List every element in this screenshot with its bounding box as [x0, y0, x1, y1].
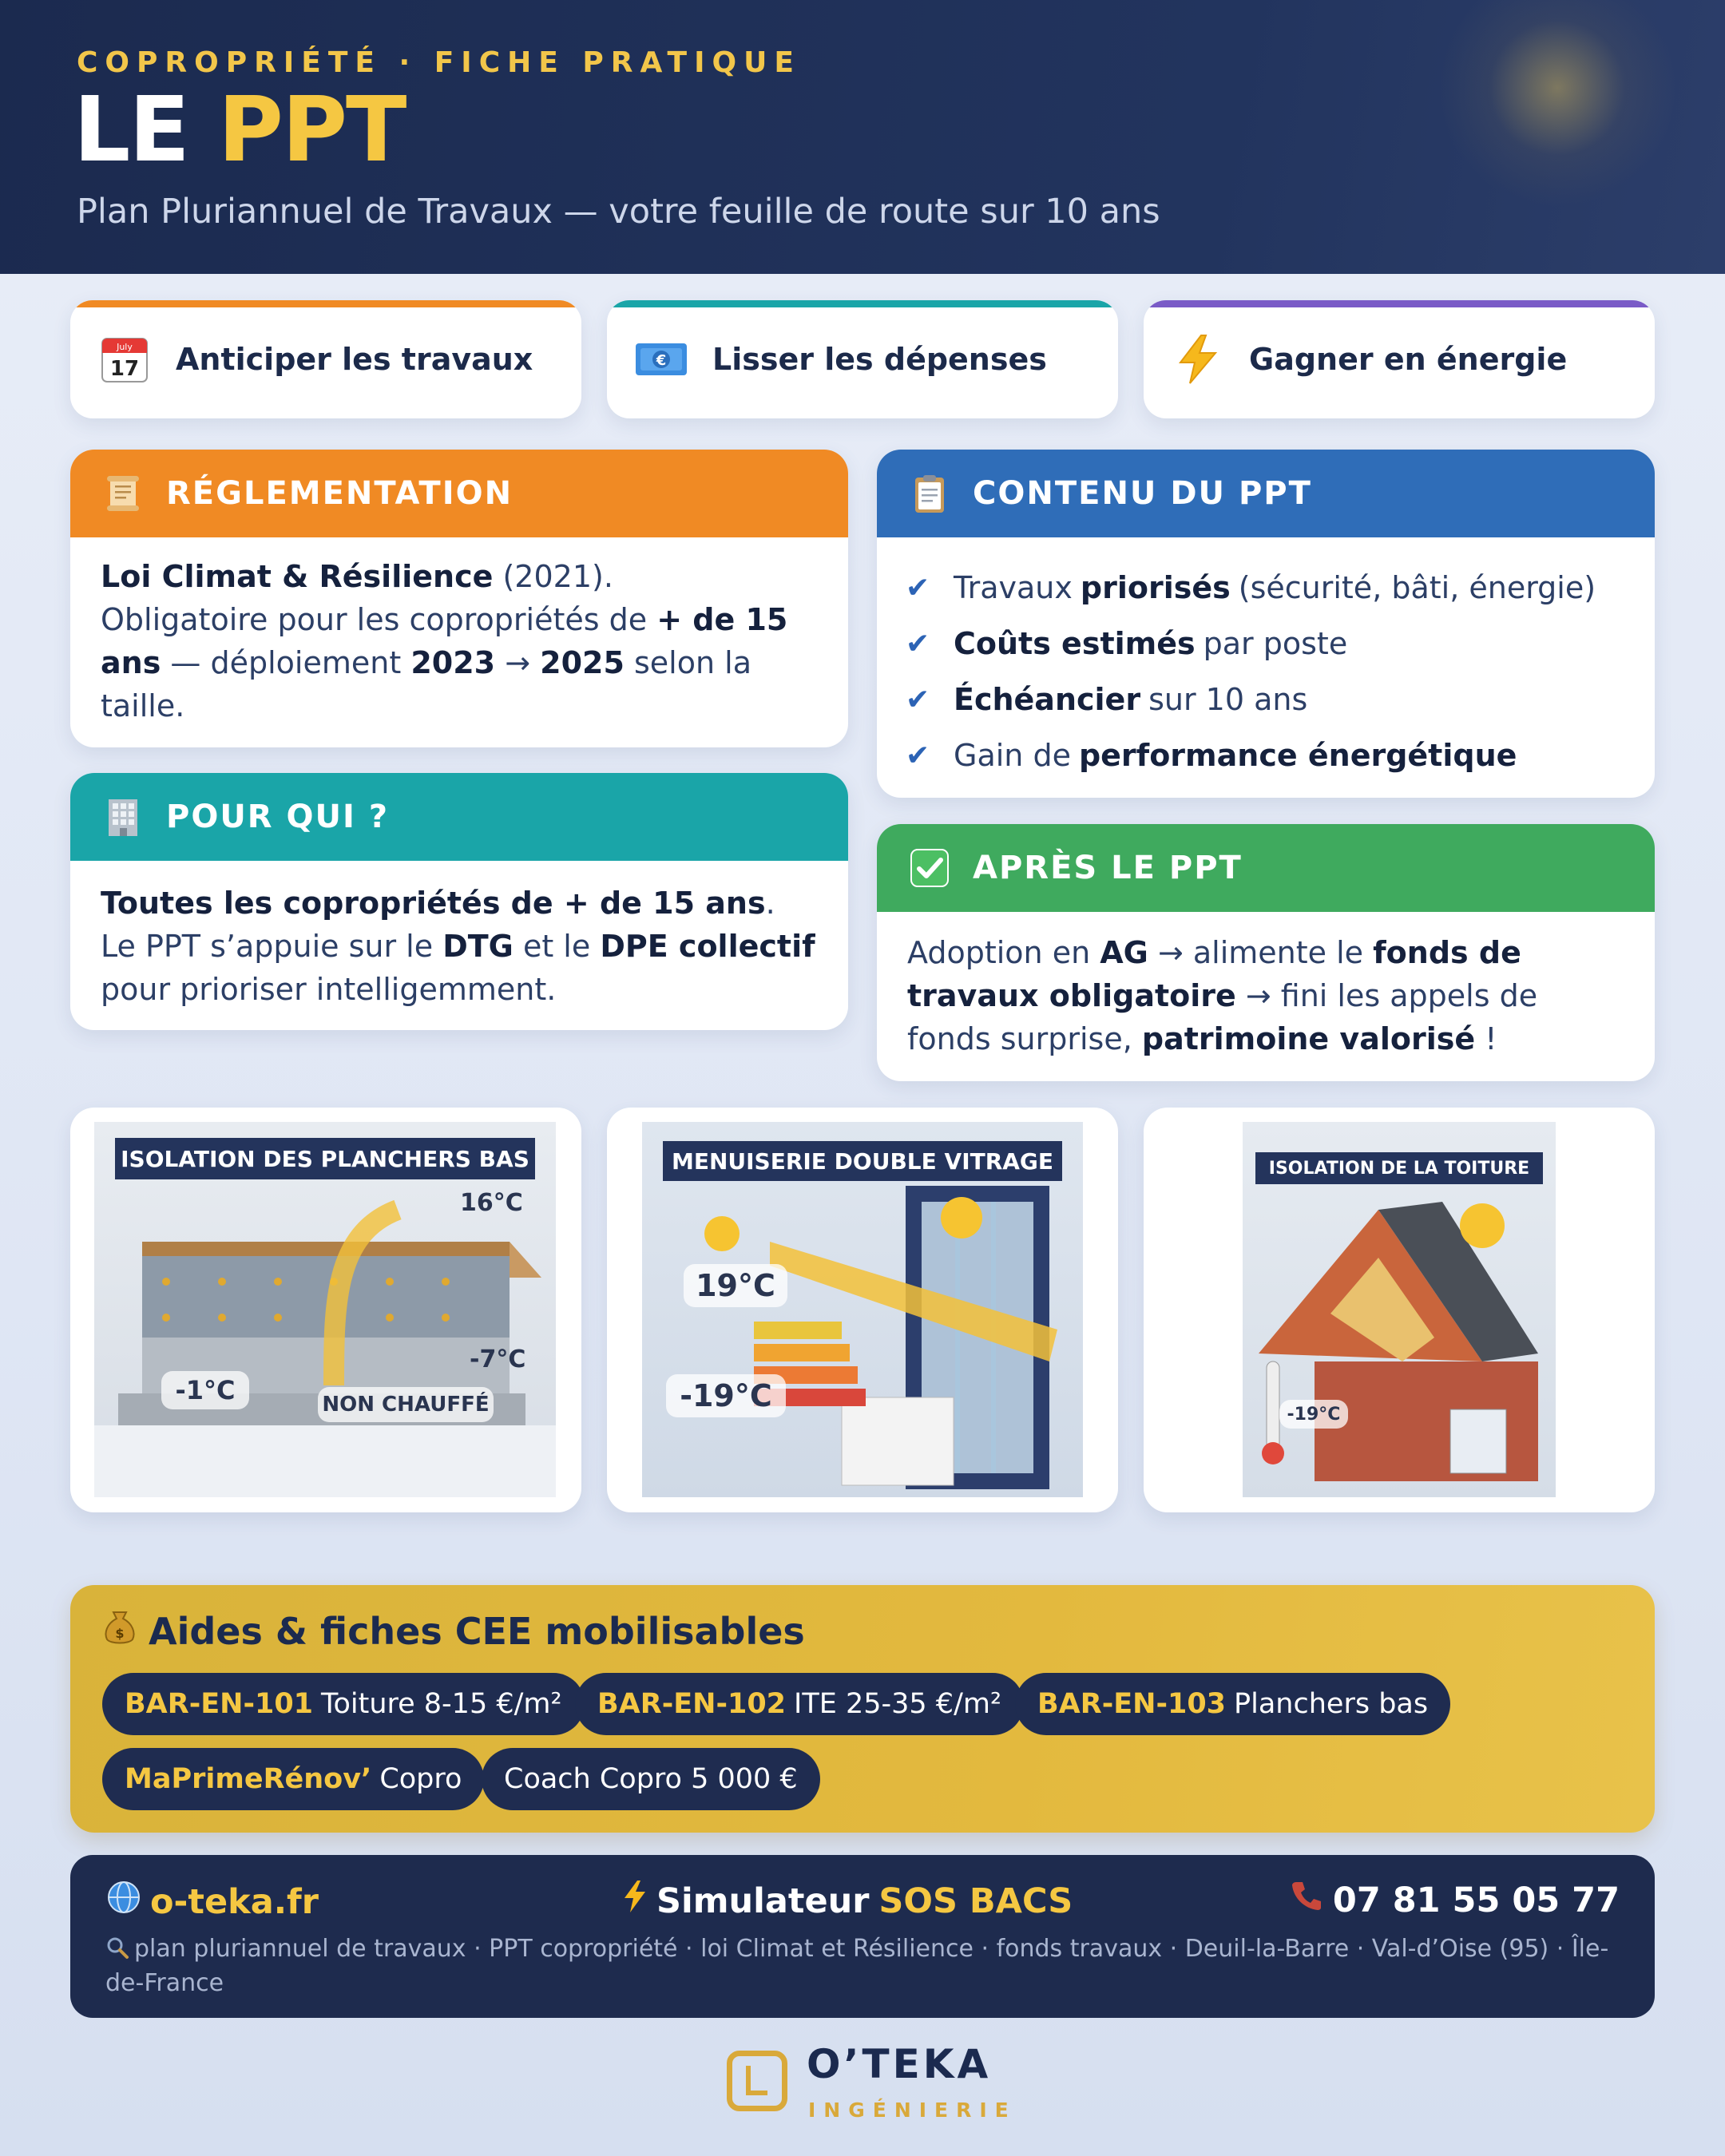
year-from: 2023	[410, 645, 496, 680]
banknote-icon	[634, 332, 688, 386]
pill-accent-bar	[1144, 300, 1655, 307]
chip-code: MaPrimeRénov’	[125, 1763, 372, 1795]
card-apres	[877, 824, 1655, 1081]
text: Obligatoire pour les copropriétés de	[101, 602, 648, 637]
card-body	[70, 861, 848, 1011]
text: . Le PPT s’appuie sur le	[101, 886, 775, 964]
card-body	[70, 537, 848, 727]
double-glazing-image	[642, 1122, 1083, 1497]
chip-code: BAR-EN-102	[597, 1688, 787, 1720]
temperature-label: 19°C	[684, 1264, 787, 1307]
text: → alimente le	[1157, 935, 1364, 970]
title-accent: PPT	[217, 78, 406, 182]
card-body	[877, 912, 1655, 1060]
text: Adoption en	[907, 935, 1091, 970]
chip-text: Toiture 8-15 €/m²	[321, 1688, 562, 1720]
arrow: →	[505, 645, 531, 680]
logo-subtitle: INGÉNIERIE	[808, 2099, 1017, 2122]
floor-insulation-image	[94, 1122, 556, 1497]
checkmark-icon	[907, 846, 952, 890]
pill-accent-bar	[607, 300, 1118, 307]
aides-title	[102, 1607, 805, 1655]
pill-lisser	[607, 300, 1118, 418]
text: — déploiement	[170, 645, 402, 680]
website-text: o-teka.fr	[150, 1881, 319, 1922]
bold-text: Coûts estimés	[954, 626, 1196, 661]
chip-text: Copro	[379, 1763, 462, 1795]
card-title: APRÈS LE PPT	[973, 850, 1243, 886]
pill-energie	[1144, 300, 1655, 418]
text: → fini les appels de fonds surprise,	[907, 978, 1538, 1056]
card-reglementation	[70, 450, 848, 747]
pill-label: Anticiper les travaux	[176, 342, 533, 377]
temperature-label: NON CHAUFFÉ	[318, 1387, 494, 1422]
illustration-toiture	[1144, 1108, 1655, 1512]
law-year: (2021).	[502, 559, 613, 594]
header-banner	[0, 0, 1725, 274]
text: Travaux	[954, 570, 1073, 605]
text: (sécurité, bâti, énergie)	[1238, 570, 1596, 605]
illustration-label: ISOLATION DE LA TOITURE	[1255, 1152, 1543, 1184]
aide-chip[interactable]	[1015, 1673, 1450, 1735]
calendar-month: July	[117, 342, 133, 352]
aides-title-text: Aides & fiches CEE mobilisables	[149, 1609, 805, 1653]
illustration-label: MENUISERIE DOUBLE VITRAGE	[663, 1141, 1062, 1181]
text: pour prioriser intelligemment.	[101, 972, 557, 1007]
pill-accent-bar	[70, 300, 581, 307]
aide-chip[interactable]	[102, 1673, 585, 1735]
card-contenu	[877, 450, 1655, 798]
kicker: COPROPRIÉTÉ · FICHE PRATIQUE	[77, 46, 801, 79]
illustration-planchers	[70, 1108, 581, 1512]
bold-text: patrimoine valorisé	[1141, 1021, 1476, 1056]
phone-link[interactable]	[1290, 1879, 1620, 1921]
bold-text: performance énergétique	[1078, 738, 1517, 773]
phone-icon	[1290, 1879, 1323, 1921]
logo-mark-icon	[727, 2051, 787, 2111]
card-header	[70, 773, 848, 861]
header-glow	[1438, 0, 1677, 208]
check-icon: ✔	[906, 571, 930, 604]
temperature-label: 16°C	[460, 1189, 523, 1217]
website-link[interactable]	[105, 1879, 319, 1924]
simulator-name: SOS BACS	[878, 1881, 1073, 1921]
svg-text:€: €	[656, 352, 667, 369]
chip-text: ITE 25-35 €/m²	[794, 1688, 1001, 1720]
text: par poste	[1203, 626, 1348, 661]
chip-text: Planchers bas	[1234, 1688, 1429, 1720]
title-main: LE	[73, 78, 188, 182]
globe-icon	[105, 1879, 142, 1924]
check-icon: ✔	[906, 627, 930, 660]
logo-name: O’TEKA	[807, 2041, 992, 2087]
simulator-label: Simulateur	[656, 1881, 870, 1921]
phone-number: 07 81 55 05 77	[1332, 1880, 1620, 1920]
list-item	[906, 727, 1626, 783]
roof-insulation-image	[1243, 1122, 1556, 1497]
text: sur 10 ans	[1148, 682, 1308, 717]
page-subtitle: Plan Pluriannuel de Travaux — votre feuille de route sur 10 ans	[77, 192, 1160, 232]
keywords-text: plan pluriannuel de travaux · PPT copropriété · loi Climat et Résilience · fonds travaux · Deuil-la-Barre · Val-d’Oise (95) · Île-de-France	[105, 1935, 1609, 1997]
temperature-label: -1°C	[161, 1371, 249, 1409]
lightning-icon	[621, 1879, 648, 1923]
bold-text: Échéancier	[954, 682, 1141, 717]
card-header	[877, 824, 1655, 912]
aide-chip[interactable]	[102, 1748, 484, 1810]
card-pour-qui	[70, 773, 848, 1030]
pill-label: Gagner en énergie	[1249, 342, 1568, 377]
card-title: POUR QUI ?	[166, 799, 390, 835]
list-item	[906, 672, 1626, 727]
card-title: CONTENU DU PPT	[973, 475, 1312, 512]
card-title: RÉGLEMENTATION	[166, 475, 514, 512]
chip-text: Coach Copro 5 000 €	[504, 1763, 798, 1795]
bold-text: DPE collectif	[600, 929, 815, 964]
pill-label: Lisser les dépenses	[712, 342, 1047, 377]
money-bag-icon	[102, 1607, 137, 1655]
contact-bar	[70, 1855, 1655, 2018]
illustration-label: ISOLATION DES PLANCHERS BAS	[115, 1138, 535, 1179]
card-header	[70, 450, 848, 537]
lightning-icon	[1171, 332, 1225, 386]
bold-text: Toutes les copropriétés de + de 15 ans	[101, 886, 766, 921]
chip-code: BAR-EN-101	[125, 1688, 314, 1720]
building-icon	[101, 795, 145, 839]
bold-text: fonds de travaux obligatoire	[907, 935, 1521, 1013]
text: selon la taille.	[101, 645, 751, 723]
simulator-link[interactable]	[621, 1879, 1073, 1923]
bold-text: priorisés	[1080, 570, 1231, 605]
check-icon: ✔	[906, 683, 930, 716]
contenu-list	[877, 537, 1655, 783]
page-title	[73, 78, 406, 182]
card-header	[877, 450, 1655, 537]
year-to: 2025	[540, 645, 625, 680]
temperature-label: -7°C	[470, 1346, 526, 1373]
aides-panel	[70, 1585, 1655, 1833]
check-icon: ✔	[906, 739, 930, 772]
pill-anticiper	[70, 300, 581, 418]
text: !	[1485, 1021, 1497, 1056]
temperature-label: -19°C	[1279, 1400, 1348, 1429]
list-item	[906, 560, 1626, 616]
law-name: Loi Climat & Résilience	[101, 559, 494, 594]
aide-chip[interactable]	[482, 1748, 820, 1810]
scroll-icon	[101, 471, 145, 516]
bold-text: DTG	[442, 929, 514, 964]
clipboard-icon	[907, 471, 952, 516]
temperature-label: -19°C	[666, 1374, 786, 1417]
list-item	[906, 616, 1626, 672]
aide-chip[interactable]	[575, 1673, 1024, 1735]
bold-text: AG	[1100, 935, 1148, 970]
calendar-icon	[97, 332, 152, 386]
illustration-menuiserie	[607, 1108, 1118, 1512]
text: Gain de	[954, 738, 1071, 773]
magnifier-icon	[105, 1936, 129, 1968]
svg-text:$: $	[115, 1626, 125, 1641]
keywords-line	[105, 1933, 1623, 1999]
bold-text: + de 15 ans	[101, 602, 788, 680]
calendar-day: 17	[109, 357, 140, 381]
chip-code: BAR-EN-103	[1037, 1688, 1227, 1720]
text: et le	[522, 929, 591, 964]
